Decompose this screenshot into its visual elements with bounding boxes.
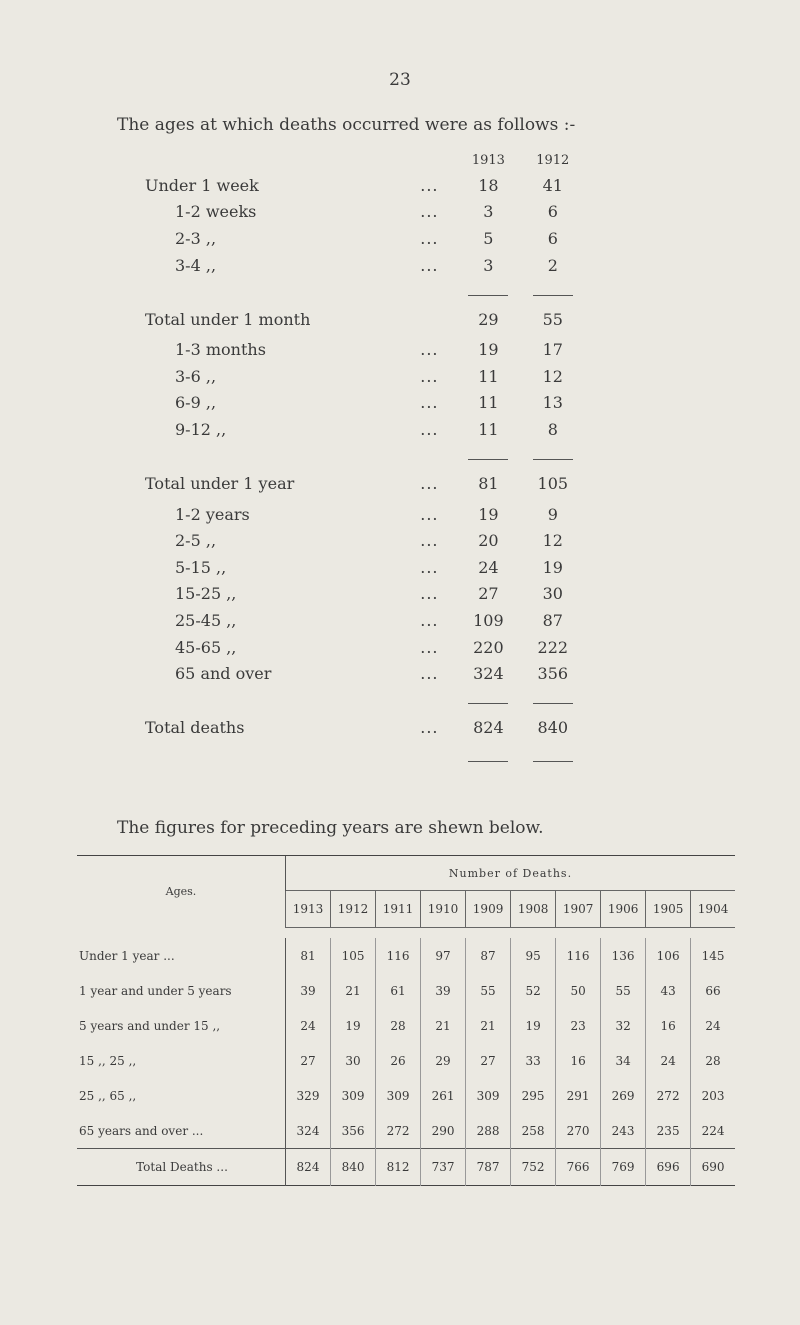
- row-label: 15-25 ,,: [175, 584, 237, 604]
- value-1913: 3: [483, 255, 494, 275]
- value-1912: 2: [547, 255, 558, 275]
- value-1912: 6: [547, 202, 558, 222]
- deaths-1912: 19: [331, 1008, 376, 1043]
- deaths-1913: 81: [286, 938, 331, 973]
- number-of-deaths-header: Number of Deaths.: [286, 856, 736, 891]
- deaths-1912: 105: [331, 938, 376, 973]
- table1-row: [145, 363, 585, 390]
- row-label: Total under 1 year: [145, 474, 295, 494]
- deaths-1907: 23: [556, 1008, 601, 1043]
- age-label: 1 year and under 5 years: [79, 983, 232, 998]
- leader-dots: ...: [420, 366, 439, 386]
- deaths-1905: 272: [646, 1078, 691, 1113]
- value-1912: 840: [537, 718, 569, 738]
- row-label: 3-6 ,,: [175, 366, 217, 386]
- leader-dots: ...: [420, 255, 439, 275]
- year-header: 1904: [691, 891, 735, 928]
- value-1913: 824: [473, 718, 504, 738]
- row-label: 25-45 ,,: [175, 610, 237, 630]
- year-header: 1912: [331, 891, 376, 928]
- deaths-1910: 39: [421, 973, 466, 1008]
- value-1913: 11: [478, 366, 499, 386]
- table1-row: [145, 225, 585, 252]
- value-1912: 105: [537, 474, 569, 494]
- leader-dots: ...: [420, 610, 439, 630]
- deaths-1908: 33: [511, 1043, 556, 1078]
- row-label: 1-2 years: [175, 504, 250, 524]
- table2-row: [77, 1113, 735, 1149]
- row-label: Total deaths: [145, 718, 245, 738]
- deaths-1910: 737: [421, 1149, 466, 1186]
- deaths-1904: 145: [691, 938, 735, 973]
- table2-total-row: [77, 1149, 735, 1186]
- table1-row: [145, 581, 585, 608]
- row-label: 1-2 weeks: [175, 202, 257, 222]
- deaths-1904: 690: [691, 1149, 735, 1186]
- age-label: 5 years and under 15 ,,: [79, 1018, 221, 1033]
- deaths-1904: 28: [691, 1043, 735, 1078]
- deaths-1908: 52: [511, 973, 556, 1008]
- rule: [468, 703, 508, 704]
- value-1912: 87: [542, 610, 563, 630]
- year-header: 1905: [646, 891, 691, 928]
- table1-row: [145, 336, 585, 363]
- deaths-1910: 290: [421, 1113, 466, 1149]
- table1-col-header: 1912: [536, 152, 570, 168]
- deaths-1906: 769: [601, 1149, 646, 1186]
- value-1913: 324: [473, 664, 504, 684]
- year-header: 1907: [556, 891, 601, 928]
- deaths-1911: 28: [376, 1008, 421, 1043]
- table1-total-row: [145, 467, 585, 501]
- leader-dots: ...: [420, 474, 439, 494]
- row-label: 65 and over: [175, 664, 272, 684]
- deaths-1907: 291: [556, 1078, 601, 1113]
- table2-row: [77, 1043, 735, 1078]
- value-1912: 19: [542, 557, 563, 577]
- value-1912: 6: [547, 228, 558, 248]
- deaths-1908: 295: [511, 1078, 556, 1113]
- deaths-1913: 824: [286, 1149, 331, 1186]
- age-label: 65 years and over ...: [79, 1123, 204, 1138]
- table1-row: [145, 252, 585, 279]
- ages-at-death-table: [145, 148, 585, 769]
- deaths-1910: 21: [421, 1008, 466, 1043]
- value-1912: 8: [547, 419, 558, 439]
- value-1912: 41: [542, 175, 563, 195]
- leader-dots: ...: [420, 228, 439, 248]
- preceding-years-table: [77, 855, 735, 1186]
- row-label: 2-3 ,,: [175, 228, 217, 248]
- leader-dots: ...: [420, 504, 439, 524]
- age-label: 15 ,, 25 ,,: [79, 1053, 137, 1068]
- row-label: 1-3 months: [175, 340, 266, 360]
- value-1912: 9: [547, 504, 558, 524]
- deaths-1912: 840: [331, 1149, 376, 1186]
- deaths-1906: 55: [601, 973, 646, 1008]
- deaths-1904: 203: [691, 1078, 735, 1113]
- deaths-1907: 16: [556, 1043, 601, 1078]
- deaths-1909: 288: [466, 1113, 511, 1149]
- deaths-1913: 27: [286, 1043, 331, 1078]
- table2-row: [77, 938, 735, 973]
- deaths-1904: 224: [691, 1113, 735, 1149]
- intro-text: The ages at which deaths occurred were as follows :-: [117, 115, 576, 135]
- row-label: 6-9 ,,: [175, 393, 217, 413]
- value-1913: 5: [483, 228, 494, 248]
- rule: [468, 459, 508, 460]
- deaths-1913: 329: [286, 1078, 331, 1113]
- rule: [533, 703, 573, 704]
- deaths-1913: 39: [286, 973, 331, 1008]
- deaths-1905: 106: [646, 938, 691, 973]
- deaths-1905: 16: [646, 1008, 691, 1043]
- value-1913: 3: [483, 202, 494, 222]
- value-1912: 356: [537, 664, 569, 684]
- leader-dots: ...: [420, 718, 439, 738]
- deaths-1906: 34: [601, 1043, 646, 1078]
- value-1913: 20: [478, 531, 499, 551]
- row-label: 3-4 ,,: [175, 255, 217, 275]
- deaths-1911: 812: [376, 1149, 421, 1186]
- value-1912: 12: [542, 366, 563, 386]
- deaths-1913: 324: [286, 1113, 331, 1149]
- value-1912: 13: [542, 393, 563, 413]
- table1-total-row: [145, 711, 585, 745]
- deaths-1913: 24: [286, 1008, 331, 1043]
- deaths-1905: 235: [646, 1113, 691, 1149]
- deaths-1909: 87: [466, 938, 511, 973]
- leader-dots: ...: [420, 419, 439, 439]
- value-1912: 17: [542, 340, 563, 360]
- deaths-1909: 787: [466, 1149, 511, 1186]
- leader-dots: ...: [420, 393, 439, 413]
- deaths-1911: 26: [376, 1043, 421, 1078]
- value-1913: 109: [473, 610, 504, 630]
- deaths-1912: 21: [331, 973, 376, 1008]
- separator-row: [145, 278, 585, 302]
- table2-row: [77, 973, 735, 1008]
- deaths-1908: 752: [511, 1149, 556, 1186]
- deaths-1910: 97: [421, 938, 466, 973]
- leader-dots: ...: [420, 584, 439, 604]
- table1-row: [145, 634, 585, 661]
- deaths-1909: 309: [466, 1078, 511, 1113]
- deaths-1912: 309: [331, 1078, 376, 1113]
- table1-row: [145, 501, 585, 528]
- deaths-1909: 27: [466, 1043, 511, 1078]
- leader-dots: ...: [420, 557, 439, 577]
- value-1913: 18: [478, 175, 499, 195]
- rule: [533, 295, 573, 296]
- value-1913: 81: [478, 474, 499, 494]
- table1-row: [145, 172, 585, 199]
- table1-row: [145, 607, 585, 634]
- table2-row: [77, 1008, 735, 1043]
- deaths-1906: 136: [601, 938, 646, 973]
- row-label: 2-5 ,,: [175, 531, 217, 551]
- rule: [533, 459, 573, 460]
- row-label: 9-12 ,,: [175, 419, 227, 439]
- year-header: 1910: [421, 891, 466, 928]
- year-header: 1908: [511, 891, 556, 928]
- value-1913: 19: [478, 504, 499, 524]
- separator-row: [145, 443, 585, 467]
- leader-dots: ...: [420, 340, 439, 360]
- deaths-1911: 272: [376, 1113, 421, 1149]
- table1-row: [145, 527, 585, 554]
- page-number: 23: [389, 70, 411, 90]
- table1-col-header: 1913: [471, 152, 505, 168]
- deaths-1907: 50: [556, 973, 601, 1008]
- table1-row: [145, 416, 585, 443]
- deaths-1907: 270: [556, 1113, 601, 1149]
- value-1912: 222: [537, 637, 569, 657]
- year-header: 1913: [286, 891, 331, 928]
- table1-total-row: [145, 302, 585, 336]
- row-label: 45-65 ,,: [175, 637, 237, 657]
- rule: [468, 295, 508, 296]
- deaths-1907: 766: [556, 1149, 601, 1186]
- table1-row: [145, 390, 585, 417]
- deaths-1905: 43: [646, 973, 691, 1008]
- row-label: 5-15 ,,: [175, 557, 227, 577]
- deaths-1908: 258: [511, 1113, 556, 1149]
- value-1913: 19: [478, 340, 499, 360]
- deaths-1908: 19: [511, 1008, 556, 1043]
- table2-row: [77, 1078, 735, 1113]
- row-label: Total under 1 month: [145, 309, 311, 329]
- deaths-1912: 356: [331, 1113, 376, 1149]
- leader-dots: ...: [420, 202, 439, 222]
- table2-body: [77, 928, 735, 1186]
- deaths-1911: 61: [376, 973, 421, 1008]
- deaths-1906: 32: [601, 1008, 646, 1043]
- deaths-1906: 269: [601, 1078, 646, 1113]
- deaths-1909: 55: [466, 973, 511, 1008]
- deaths-1912: 30: [331, 1043, 376, 1078]
- table1-header-row: [145, 148, 585, 172]
- deaths-1904: 66: [691, 973, 735, 1008]
- deaths-1905: 24: [646, 1043, 691, 1078]
- leader-dots: ...: [420, 637, 439, 657]
- age-label: Total Deaths ...: [77, 1149, 286, 1186]
- year-header: 1911: [376, 891, 421, 928]
- rule: [468, 761, 508, 762]
- year-header: 1909: [466, 891, 511, 928]
- deaths-1907: 116: [556, 938, 601, 973]
- value-1913: 11: [478, 393, 499, 413]
- table1-row: [145, 199, 585, 226]
- leader-dots: ...: [420, 531, 439, 551]
- value-1912: 55: [542, 309, 563, 329]
- table1-row: [145, 660, 585, 687]
- rule: [533, 761, 573, 762]
- table1-row: [145, 554, 585, 581]
- deaths-1911: 116: [376, 938, 421, 973]
- ages-header: Ages.: [165, 885, 197, 899]
- separator-row: [145, 745, 585, 769]
- deaths-1905: 696: [646, 1149, 691, 1186]
- deaths-1910: 29: [421, 1043, 466, 1078]
- age-label: 25 ,, 65 ,,: [79, 1088, 137, 1103]
- value-1913: 220: [473, 637, 504, 657]
- value-1913: 29: [478, 309, 499, 329]
- separator-row: [145, 687, 585, 711]
- leader-dots: ...: [420, 664, 439, 684]
- deaths-1910: 261: [421, 1078, 466, 1113]
- deaths-1909: 21: [466, 1008, 511, 1043]
- value-1912: 12: [542, 531, 563, 551]
- age-label: Under 1 year ...: [79, 948, 175, 963]
- deaths-1908: 95: [511, 938, 556, 973]
- year-header: 1906: [601, 891, 646, 928]
- value-1913: 24: [478, 557, 499, 577]
- deaths-1904: 24: [691, 1008, 735, 1043]
- leader-dots: ...: [420, 175, 439, 195]
- deaths-1906: 243: [601, 1113, 646, 1149]
- deaths-1911: 309: [376, 1078, 421, 1113]
- value-1912: 30: [542, 584, 563, 604]
- row-label: Under 1 week: [145, 175, 259, 195]
- figures-text: The figures for preceding years are shewn below.: [117, 818, 544, 838]
- value-1913: 27: [478, 584, 499, 604]
- value-1913: 11: [478, 419, 499, 439]
